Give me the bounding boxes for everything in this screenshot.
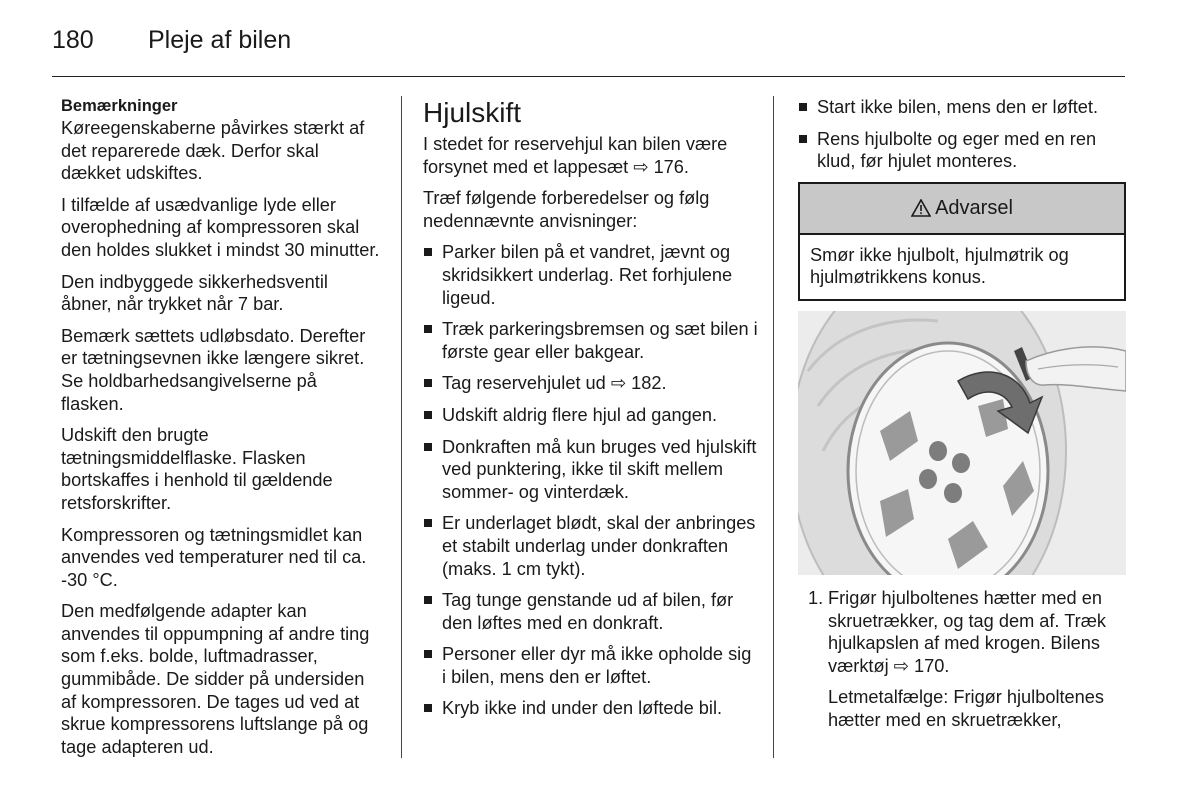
paragraph: Udskift den brugte tætningsmiddelflaske. Flasken bortskaffes i henhold til gældende retsforskrifter.	[61, 425, 333, 513]
notes-heading: Bemærkninger	[61, 97, 178, 115]
page-header	[52, 22, 1125, 77]
intro-paragraph: Træf følgende forberedelser og følg nedennævnte anvisninger:	[423, 188, 710, 231]
paragraph: Den medfølgende adapter kan anvendes til oppumpning af andre ting som f.eks. bolde, luftmadrasser, gummibåde. De sidder på undersiden af kompressoren. De tages ud ved at skrue kompressorens luftslange på og tage adapteren ud.	[61, 601, 370, 757]
step-text: Frigør hjulboltenes hætter med en skruetrækker, og tag dem af. Træk hjulkapslen af med krogen. Bilens værktøj ⇨ 170.	[828, 587, 1106, 676]
page-title: Pleje af bilen	[148, 26, 292, 54]
column-divider	[401, 96, 402, 758]
list-item: Donkraften må kun bruges ved hjulskift ved punktering, ikke til skift mellem sommer- og vinterdæk.	[423, 436, 759, 504]
column-notes	[61, 96, 383, 767]
paragraph: I tilfælde af usædvanlige lyde eller overophedning af kompressoren skal den holdes slukket i mindst 30 minutter.	[61, 194, 380, 260]
list-item: Rens hjulbolte og eger med en ren klud, før hjulet monteres.	[798, 128, 1126, 173]
column-divider	[773, 96, 774, 758]
hubcap-removal-illustration	[798, 311, 1126, 575]
list-item: Træk parkeringsbremsen og sæt bilen i første gear eller bakgear.	[423, 318, 759, 363]
steps-list	[798, 587, 1126, 732]
paragraph: Den indbyggede sikkerhedsventil åbner, når trykket når 7 bar.	[61, 271, 328, 315]
paragraph: Køreegenskaberne påvirkes stærkt af det reparerede dæk. Derfor skal dækket udskiftes.	[61, 118, 365, 184]
warning-title: Advarsel	[935, 196, 1013, 219]
step-item	[798, 587, 1126, 732]
warning-header	[800, 184, 1124, 235]
preparation-list	[423, 241, 759, 720]
warning-box	[798, 182, 1126, 301]
list-item: Udskift aldrig flere hjul ad gangen.	[423, 404, 759, 427]
intro-paragraph: I stedet for reservehjul kan bilen være forsynet med et lappesæt ⇨ 176.	[423, 134, 728, 177]
section-title: Hjulskift	[423, 97, 522, 128]
list-item: Start ikke bilen, mens den er løftet.	[798, 96, 1126, 119]
page-number: 180	[52, 26, 94, 54]
list-item: Personer eller dyr må ikke opholde sig i bilen, mens den er løftet.	[423, 643, 759, 688]
list-item: Parker bilen på et vandret, jævnt og skridsikkert underlag. Ret forhjulene ligeud.	[423, 241, 759, 309]
continued-list	[798, 96, 1126, 173]
step-number: 1.	[808, 587, 824, 608]
list-item: Kryb ikke ind under den løftede bil.	[423, 697, 759, 720]
list-item: Tag reservehjulet ud ⇨ 182.	[423, 372, 759, 395]
list-item: Tag tunge genstande ud af bilen, før den løftes med en donkraft.	[423, 589, 759, 634]
column-wheel-change	[423, 96, 759, 729]
list-item: Er underlaget blødt, skal der anbringes et stabilt underlag under donkraften (maks. 1 cm tykt).	[423, 512, 759, 580]
warning-text: Smør ikke hjulbolt, hjulmøtrik og hjulmøtrikkens konus.	[810, 244, 1069, 288]
warning-triangle-icon	[911, 199, 931, 217]
step-subtext: Letmetalfælge: Frigør hjulboltenes hætter med en skruetrækker,	[828, 687, 1104, 730]
column-continued	[798, 96, 1126, 732]
paragraph: Kompressoren og tætningsmidlet kan anvendes ved temperaturer ned til ca. -30 °C.	[61, 524, 367, 590]
paragraph: Bemærk sættets udløbsdato. Derefter er tætningsevnen ikke længere sikret. Se holdbarhedsangivelserne på flasken.	[61, 325, 366, 414]
